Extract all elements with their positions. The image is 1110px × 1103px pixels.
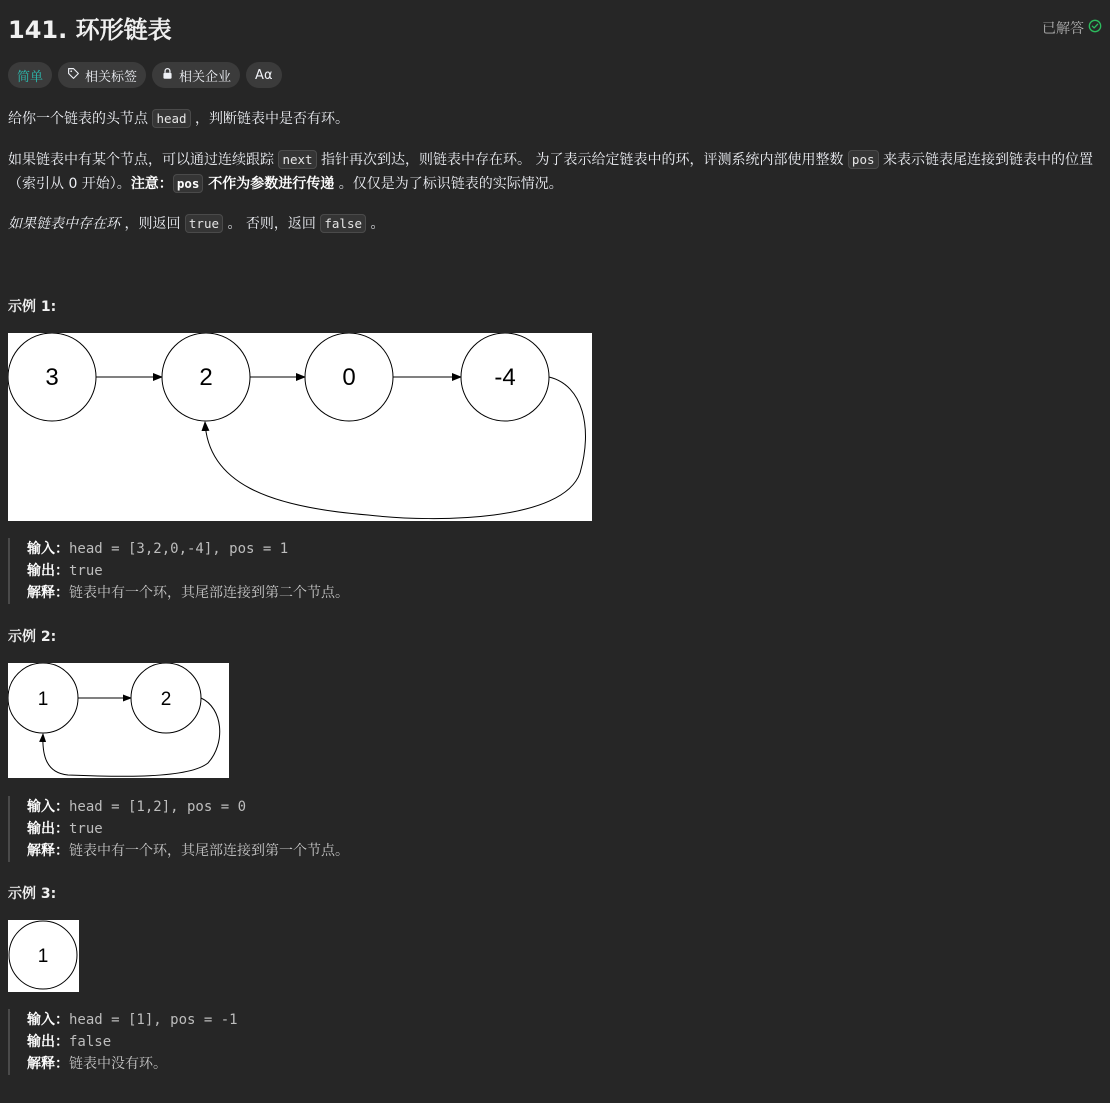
p2-code-next: next	[278, 150, 316, 169]
input-label: 输入：	[27, 1012, 69, 1028]
related-tags-label: 相关标签	[85, 69, 138, 85]
example-1-input-line	[27, 538, 349, 560]
example-2-explanation: 链表中有一个环，其尾部连接到第一个节点。	[69, 843, 349, 859]
description-paragraph-3	[8, 212, 1102, 236]
example-3-output: false	[69, 1034, 112, 1050]
explain-label: 解释：	[27, 585, 69, 601]
example-2-title: 示例 2:	[8, 629, 57, 645]
example-1-output-line	[27, 560, 349, 582]
p3-text-2: 。 否则，返回	[223, 216, 321, 232]
example-3-input-line	[27, 1009, 238, 1031]
example-3-io-block	[8, 1009, 238, 1075]
example-1-output: true	[69, 563, 103, 579]
p1-text-2: ，判断链表中是否有环。	[190, 111, 350, 127]
example-2-output-line	[27, 818, 349, 840]
difficulty-label: 简单	[17, 69, 44, 85]
example-2-input: head = [1,2], pos = 0	[69, 799, 247, 815]
list-node	[162, 333, 250, 421]
input-label: 输入：	[27, 799, 69, 815]
difficulty-badge[interactable]	[8, 62, 52, 88]
solved-status	[1042, 18, 1102, 38]
p2-code-pos: pos	[848, 150, 879, 169]
p2-text-2: 指针再次到达，则链表中存在环。 为了表示给定链表中的环，评测系统内部使用整数	[316, 152, 848, 168]
p2-text-3: 来表示链表尾连接到链表中的位置（索引从 0 开始）。	[8, 152, 1093, 192]
example-3-title: 示例 3:	[8, 886, 57, 902]
example-2-output: true	[69, 821, 103, 837]
example-1-input: head = [3,2,0,-4], pos = 1	[69, 541, 289, 557]
p2-text-4: 。仅仅是为了标识链表的实际情况。	[334, 176, 563, 192]
list-node	[305, 333, 393, 421]
p1-code-head: head	[152, 109, 190, 128]
node-value: -4	[494, 364, 516, 391]
list-node	[131, 663, 201, 733]
example-2-io-block	[8, 796, 349, 862]
example-1-explain-line	[27, 582, 349, 604]
check-circle-icon	[1088, 19, 1102, 37]
list-node	[8, 333, 96, 421]
node-value: 1	[37, 946, 49, 967]
node-value: 0	[342, 364, 356, 391]
related-tags-button[interactable]	[58, 62, 146, 88]
example-2-input-line	[27, 796, 349, 818]
list-node	[461, 333, 549, 421]
example-3-explanation: 链表中没有环。	[69, 1056, 167, 1072]
example-1-explanation: 链表中有一个环，其尾部连接到第二个节点。	[69, 585, 349, 601]
font-toggle-icon: Aα	[255, 67, 273, 83]
p1-text-1: 给你一个链表的头节点	[8, 111, 153, 127]
lock-icon	[161, 67, 174, 84]
example-2-explain-line	[27, 840, 349, 862]
p3-emphasis: 如果链表中存在环	[8, 216, 120, 232]
input-label: 输入：	[27, 541, 69, 557]
explain-label: 解释：	[27, 1056, 69, 1072]
font-size-button[interactable]	[246, 62, 281, 88]
description-paragraph-2	[8, 148, 1102, 196]
node-value: 2	[160, 689, 172, 710]
list-node	[9, 921, 77, 989]
description-paragraph-1	[8, 107, 1102, 131]
explain-label: 解释：	[27, 843, 69, 859]
output-label: 输出：	[27, 821, 69, 837]
solved-status-text: 已解答	[1042, 21, 1084, 37]
example-3-output-line	[27, 1031, 238, 1053]
tag-icon	[67, 67, 80, 84]
p2-note-label: 注意：	[130, 176, 173, 192]
example-1-diagram	[8, 333, 592, 521]
p3-text-1: ，则返回	[120, 216, 185, 232]
p3-code-false: false	[320, 214, 366, 233]
example-3-diagram	[8, 920, 79, 992]
node-value: 3	[45, 364, 59, 391]
example-1-io-block	[8, 538, 349, 604]
example-3-input: head = [1], pos = -1	[69, 1012, 238, 1028]
p3-code-true: true	[185, 214, 223, 233]
related-companies-label: 相关企业	[179, 69, 232, 85]
p2-note-bold: 不作为参数进行传递	[203, 176, 335, 192]
problem-title: 141. 环形链表	[8, 16, 172, 44]
example-1-title: 示例 1:	[8, 299, 57, 315]
list-node	[8, 663, 78, 733]
tag-bar	[8, 62, 282, 88]
example-2-diagram	[8, 663, 229, 778]
p2-code-pos-bold: pos	[173, 174, 204, 193]
node-value: 1	[37, 689, 49, 710]
related-companies-button[interactable]	[152, 62, 240, 88]
output-label: 输出：	[27, 1034, 69, 1050]
p2-text-1: 如果链表中有某个节点，可以通过连续跟踪	[8, 152, 279, 168]
output-label: 输出：	[27, 563, 69, 579]
node-value: 2	[199, 364, 213, 391]
p3-text-3: 。	[366, 216, 385, 232]
example-3-explain-line	[27, 1053, 238, 1075]
